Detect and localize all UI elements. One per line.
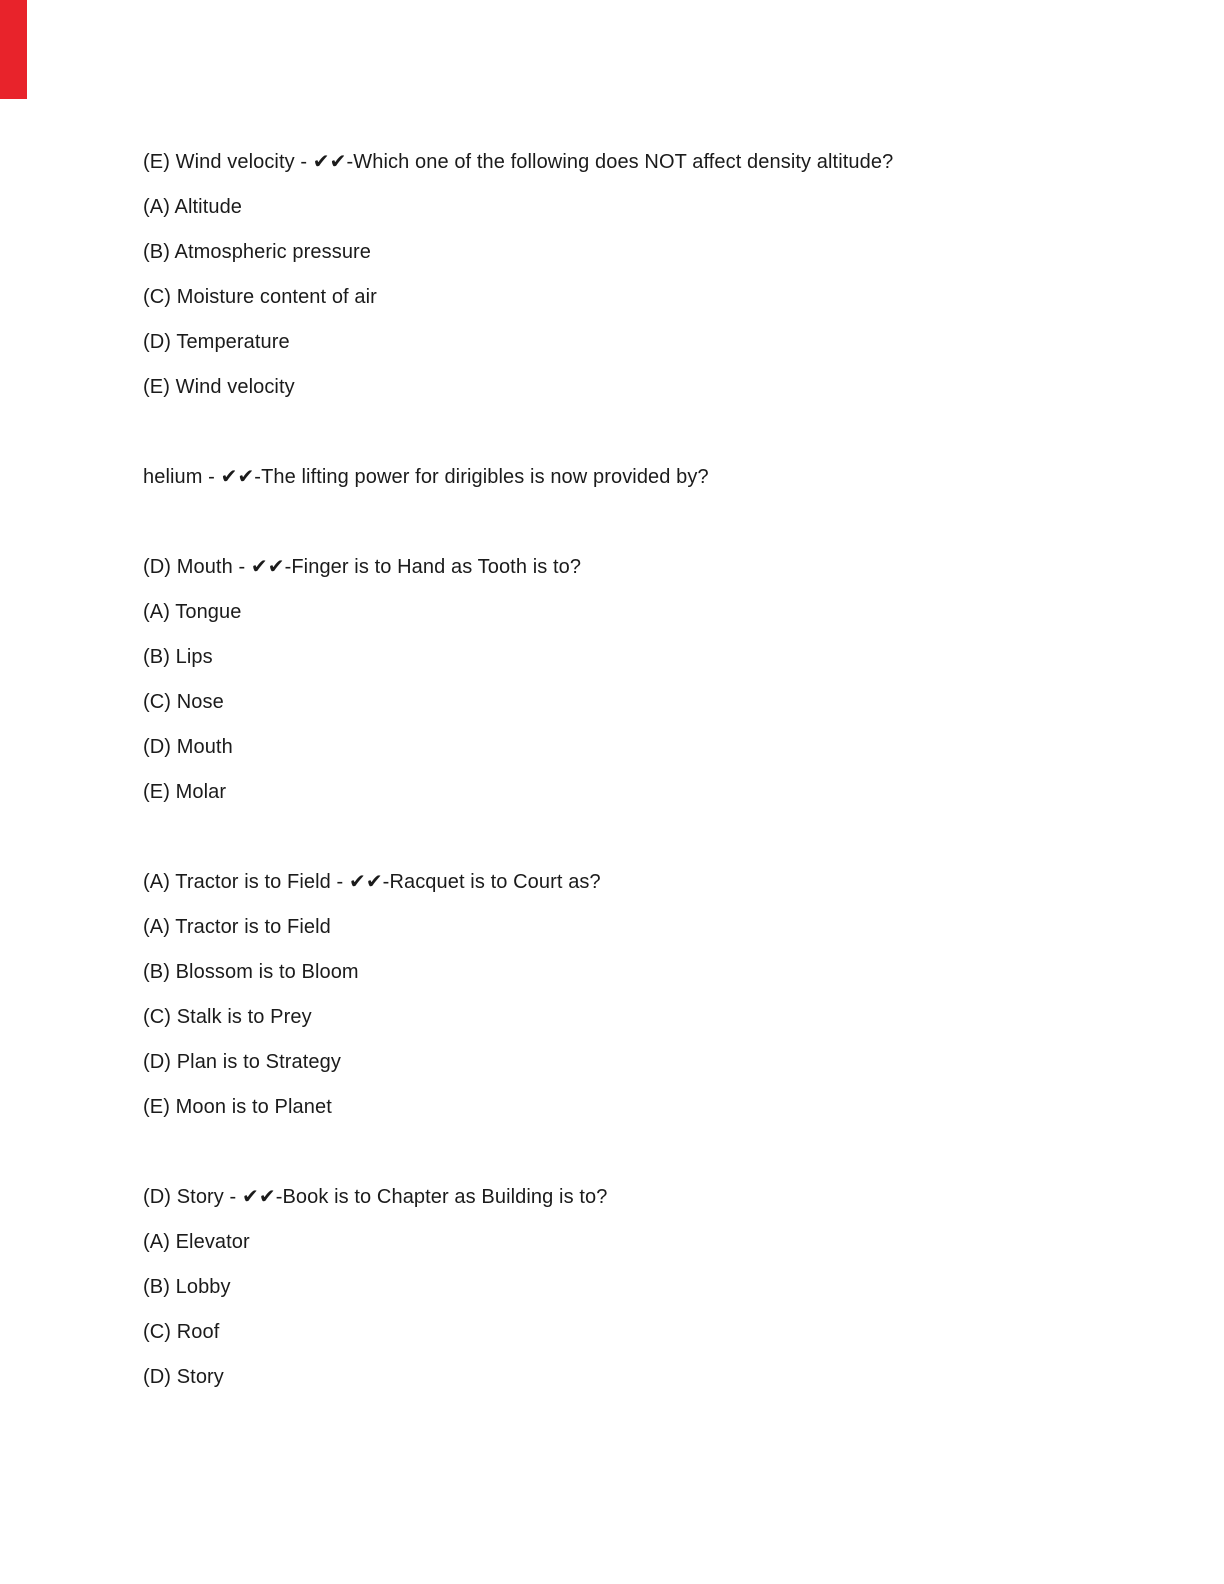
red-edge-marker — [0, 0, 27, 99]
option-line: (B) Blossom is to Bloom — [143, 961, 359, 983]
option-line: (B) Lobby — [143, 1276, 231, 1298]
option-line: (E) Molar — [143, 781, 227, 803]
group-separator — [143, 419, 1174, 464]
answer-line: (D) Mouth - ✔✔-Finger is to Hand as Tooth is to? — [143, 556, 582, 578]
option-line: (B) Atmospheric pressure — [143, 241, 372, 263]
question-group — [143, 464, 1174, 490]
document-body — [143, 149, 1174, 1409]
option-line: (A) Altitude — [143, 196, 243, 218]
answer-line: helium - ✔✔-The lifting power for dirigibles is now provided by? — [143, 466, 709, 488]
option-line: (A) Tongue — [143, 601, 242, 623]
answer-line: (D) Story - ✔✔-Book is to Chapter as Building is to? — [143, 1186, 608, 1208]
question-group — [143, 149, 1174, 400]
option-line: (C) Nose — [143, 691, 224, 713]
option-line: (D) Story — [143, 1366, 224, 1388]
option-line: (D) Temperature — [143, 331, 290, 353]
option-line: (E) Wind velocity — [143, 376, 295, 398]
group-separator — [143, 1139, 1174, 1184]
option-line: (D) Mouth — [143, 736, 233, 758]
group-separator — [143, 824, 1174, 869]
answer-line: (A) Tractor is to Field - ✔✔-Racquet is to Court as? — [143, 871, 601, 893]
option-line: (C) Stalk is to Prey — [143, 1006, 312, 1028]
option-line: (A) Elevator — [143, 1231, 250, 1253]
group-separator — [143, 509, 1174, 554]
question-group — [143, 554, 1174, 805]
option-line: (D) Plan is to Strategy — [143, 1051, 341, 1073]
option-line: (A) Tractor is to Field — [143, 916, 331, 938]
option-line: (C) Roof — [143, 1321, 220, 1343]
question-group — [143, 869, 1174, 1120]
option-line: (C) Moisture content of air — [143, 286, 377, 308]
option-line: (E) Moon is to Planet — [143, 1096, 332, 1118]
question-group — [143, 1184, 1174, 1390]
answer-line: (E) Wind velocity - ✔✔-Which one of the following does NOT affect density altitude? — [143, 151, 894, 173]
option-line: (B) Lips — [143, 646, 213, 668]
